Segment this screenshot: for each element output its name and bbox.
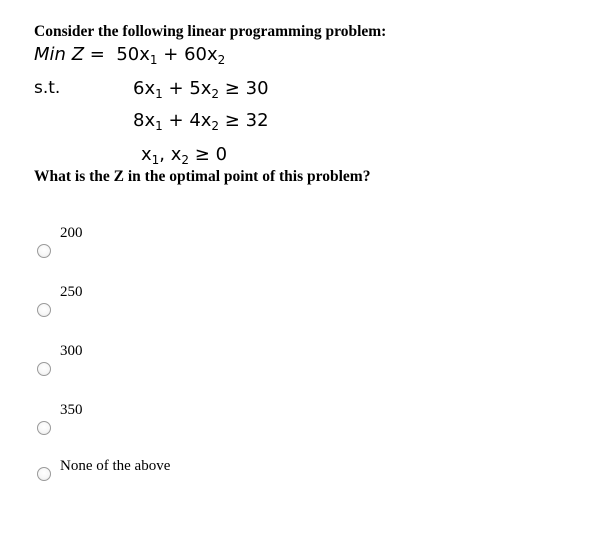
- constraint-1-term-2: 5x: [189, 78, 212, 99]
- objective-function: [34, 44, 226, 67]
- constraint-1-rhs: 30: [245, 78, 269, 99]
- nonneg-subscript-1: 1: [151, 153, 160, 167]
- constraint-2-term-2: 4x: [189, 110, 212, 131]
- objective-term-1: 50x: [116, 44, 150, 65]
- question-text: What is the Z in the optimal point of this problem?: [34, 168, 371, 185]
- problem-intro: Consider the following linear programming problem:: [34, 23, 387, 40]
- constraint-2-subscript-1: 1: [155, 119, 163, 133]
- objective-term-2: 60x: [184, 44, 218, 65]
- constraint-2-relation: ≥: [224, 110, 240, 131]
- nonneg-rhs: 0: [215, 144, 228, 165]
- constraint-1-subscript-1: 1: [155, 87, 163, 101]
- option-5-label[interactable]: None of the above: [60, 458, 171, 474]
- constraint-1-relation: ≥: [224, 78, 240, 99]
- constraint-2: [133, 110, 269, 133]
- subject-to-label: s.t.: [34, 78, 61, 98]
- nonneg-var-1: x: [141, 144, 152, 165]
- constraint-1-plus: +: [168, 78, 184, 99]
- non-negativity-constraint: [141, 144, 228, 167]
- min-label: Min: [34, 44, 66, 65]
- z-variable: Z: [71, 44, 85, 65]
- nonneg-var-2: x: [170, 144, 182, 165]
- objective-subscript-2: 2: [217, 53, 226, 67]
- plus-sign: +: [163, 44, 179, 65]
- option-4-radio[interactable]: [37, 421, 51, 435]
- nonneg-comma: ,: [159, 144, 166, 165]
- nonneg-subscript-2: 2: [181, 153, 190, 167]
- nonneg-relation: ≥: [194, 144, 210, 165]
- constraint-2-term-1: 8x: [133, 110, 156, 131]
- constraint-1-term-1: 6x: [133, 78, 156, 99]
- constraint-2-rhs: 32: [245, 110, 269, 131]
- option-2-radio[interactable]: [37, 303, 51, 317]
- equals-sign: =: [89, 44, 105, 65]
- option-5-radio[interactable]: [37, 467, 51, 481]
- constraint-2-subscript-2: 2: [211, 119, 220, 133]
- option-1-label[interactable]: 200: [60, 225, 83, 241]
- option-2-label[interactable]: 250: [60, 284, 83, 300]
- constraint-1-subscript-2: 2: [211, 87, 220, 101]
- objective-subscript-1: 1: [149, 53, 158, 67]
- option-1-radio[interactable]: [37, 244, 51, 258]
- option-3-radio[interactable]: [37, 362, 51, 376]
- option-4-label[interactable]: 350: [60, 402, 83, 418]
- constraint-2-plus: +: [168, 110, 184, 131]
- option-3-label[interactable]: 300: [60, 343, 83, 359]
- constraint-1: [133, 78, 269, 101]
